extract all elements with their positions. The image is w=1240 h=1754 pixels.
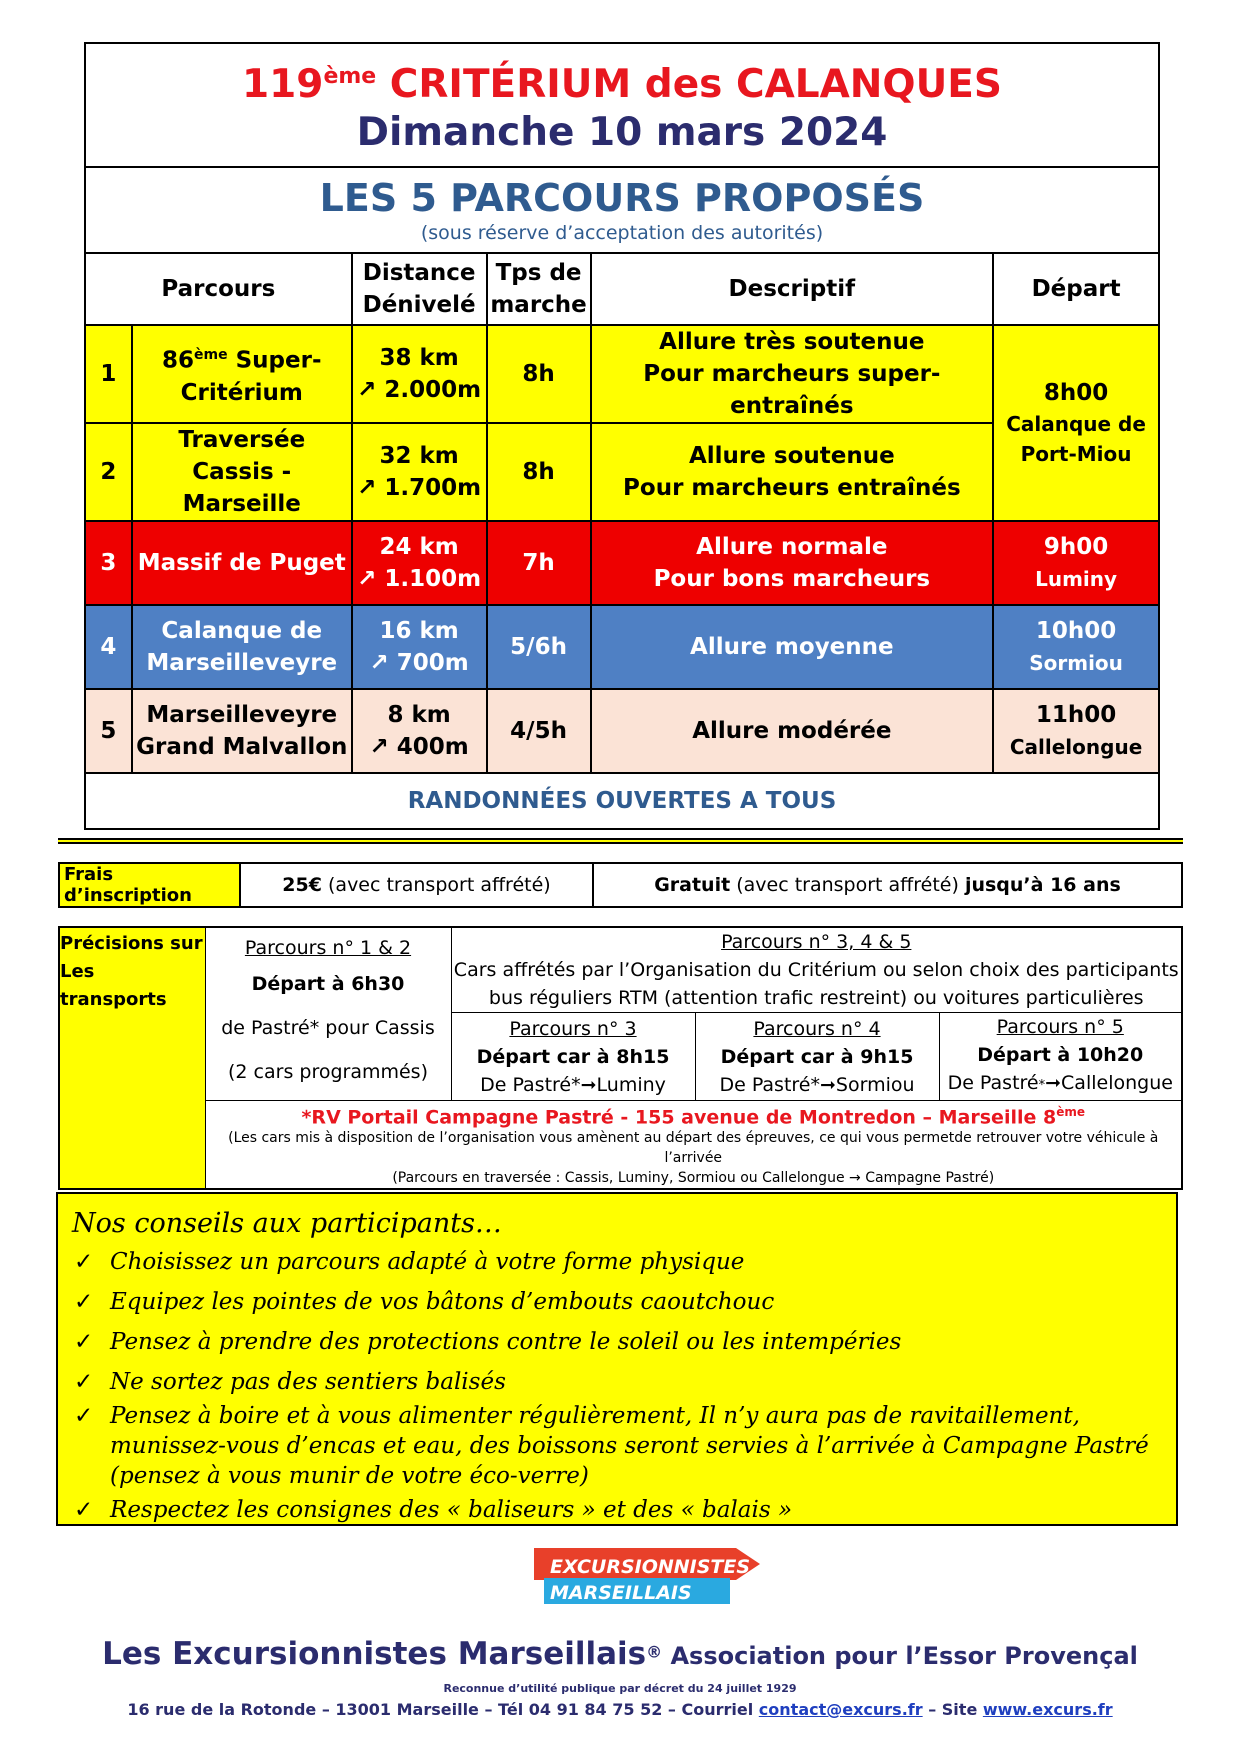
check-icon: ✓ <box>74 1249 94 1275</box>
route-depart: 9h00 Luminy <box>993 521 1159 605</box>
route-number: 4 <box>85 605 132 689</box>
club-logo <box>530 1546 770 1608</box>
org-name: Les Excursionnistes Marseillais® Association pour l’Essor Provençal <box>102 1636 1138 1672</box>
route-name: 86ème Super- Critérium <box>132 325 352 423</box>
check-icon: ✓ <box>74 1403 94 1429</box>
route-number: 1 <box>85 325 132 423</box>
route-time: 4/5h <box>487 689 591 773</box>
transport-p12: Parcours n° 1 & 2 Départ à 6h30 de Pastré* pour Cassis (2 cars programmés) <box>205 927 451 1101</box>
svg-text:MARSEILLAIS: MARSEILLAIS <box>550 1582 692 1604</box>
transport-table <box>58 926 1183 1190</box>
routes-note: (sous réserve d’acceptation des autorités) <box>420 222 824 244</box>
advice-list <box>72 1247 1162 1525</box>
route-distance: 8 km ↗ 400m <box>352 689 487 773</box>
transport-p345: Parcours n° 3, 4 & 5 Cars affrétés par l’Organisation du Critérium ou selon choix des participants bus réguliers RTM (attention trafic restreint) ou voitures particulières <box>451 927 1182 1013</box>
list-item: ✓ Respectez les consignes des « baliseurs » et des « balais » <box>74 1497 793 1523</box>
route-number: 3 <box>85 521 132 605</box>
website-link[interactable]: www.excurs.fr <box>982 1700 1113 1719</box>
route-name: Traversée Cassis - Marseille <box>132 423 352 521</box>
route-distance: 16 km ↗ 700m <box>352 605 487 689</box>
route-name: Calanque de Marseilleveyre <box>132 605 352 689</box>
route-name: Marseilleveyre Grand Malvallon <box>132 689 352 773</box>
route-depart: 10h00 Sormiou <box>993 605 1159 689</box>
event-date: Dimanche 10 mars 2024 <box>356 110 888 155</box>
route-distance: 24 km ↗ 1.100m <box>352 521 487 605</box>
fees-free: Gratuit (avec transport affrété) jusqu’à 16 ans <box>593 863 1182 907</box>
route-name: Massif de Puget <box>132 521 352 605</box>
col-header-depart: Départ <box>993 253 1159 325</box>
fees-label: Frais d’inscription <box>59 863 240 907</box>
table-row <box>85 689 1159 773</box>
transport-label: Précisions sur Les transports <box>59 927 205 1189</box>
route-time: 5/6h <box>487 605 591 689</box>
col-header-parcours: Parcours <box>85 253 352 325</box>
route-distance: 32 km ↗ 1.700m <box>352 423 487 521</box>
check-icon: ✓ <box>74 1289 94 1315</box>
event-title: 119ème CRITÉRIUM des CALANQUES <box>242 62 1002 107</box>
arrow-icon: ➞ <box>1045 1072 1062 1094</box>
route-depart: 8h00 Calanque de Port-Miou <box>993 325 1159 521</box>
list-item: ✓ Pensez à prendre des protections contre le soleil ou les intempéries <box>74 1329 902 1355</box>
advice-title: Nos conseils aux participants… <box>72 1208 502 1239</box>
org-address: 16 rue de la Rotonde – 13001 Marseille – Tél 04 91 84 75 52 – Courriel contact@excurs.fr – Site www.excurs.fr <box>127 1700 1113 1719</box>
col-header-desc: Descriptif <box>591 253 994 325</box>
route-number: 5 <box>85 689 132 773</box>
email-link[interactable]: contact@excurs.fr <box>758 1700 923 1719</box>
route-number: 2 <box>85 423 132 521</box>
arrow-icon: ➞ <box>580 1073 597 1096</box>
routes-title: LES 5 PARCOURS PROPOSÉS <box>319 176 925 220</box>
arrow-icon: ➞ <box>820 1073 836 1096</box>
transport-rv: *RV Portail Campagne Pastré - 155 avenue de Montredon – Marseille 8ème (Les cars mis à disposition de l’organisation vous amènent au départ des épreuves, ce qui vous permetde retrouver votre véhicule à l’arrivée (Parcours en traversée : Cassis, Luminy, Sormiou ou Callelongue → Campagne Pastré) <box>205 1101 1182 1190</box>
routes-table <box>84 42 1160 830</box>
route-desc: Allure moyenne <box>591 605 994 689</box>
check-icon: ✓ <box>74 1329 94 1355</box>
fees-adult: 25€ (avec transport affrété) <box>240 863 593 907</box>
event-header <box>85 43 1159 167</box>
list-item: ✓ Ne sortez pas des sentiers balisés <box>74 1369 506 1395</box>
table-row <box>85 605 1159 689</box>
route-time: 8h <box>487 423 591 521</box>
route-desc: Allure modérée <box>591 689 994 773</box>
route-time: 8h <box>487 325 591 423</box>
transport-p4: Parcours n° 4 Départ car à 9h15 De Pastré*➞Sormiou <box>695 1013 939 1101</box>
transport-p3: Parcours n° 3 Départ car à 8h15 De Pastré*➞Luminy <box>451 1013 695 1101</box>
route-distance: 38 km ↗ 2.000m <box>352 325 487 423</box>
route-time: 7h <box>487 521 591 605</box>
table-row <box>85 325 1159 423</box>
route-desc: Allure normale Pour bons marcheurs <box>591 521 994 605</box>
advice-box <box>56 1192 1178 1526</box>
check-icon: ✓ <box>74 1497 94 1523</box>
transport-p5: Parcours n° 5 Départ à 10h20 De Pastré*➞Callelongue <box>939 1013 1182 1101</box>
list-item: ✓ Equipez les pointes de vos bâtons d’embouts caoutchouc <box>74 1289 775 1315</box>
route-desc: Allure soutenue Pour marcheurs entraînés <box>591 423 994 521</box>
check-icon: ✓ <box>74 1369 94 1395</box>
svg-text:EXCURSIONNISTES: EXCURSIONNISTES <box>550 1556 751 1578</box>
col-header-time: Tps de marche <box>487 253 591 325</box>
route-depart: 11h00 Callelongue <box>993 689 1159 773</box>
routes-heading <box>85 167 1159 253</box>
col-header-distance: Distance Dénivelé <box>352 253 487 325</box>
list-item: ✓ Choisissez un parcours adapté à votre forme physique <box>74 1249 745 1275</box>
separator-line <box>58 838 1183 844</box>
list-item: ✓ Pensez à boire et à vous alimenter régulièrement, Il n’y aura pas de ravitaillement, munissez-vous d’encas et eau, des boissons seront servies à l’arrivée à Campagne Pastré (pensez à vous munir de votre éco-verre) <box>74 1403 1149 1489</box>
route-desc: Allure très soutenue Pour marcheurs super-entraînés <box>591 325 994 423</box>
table-row <box>85 521 1159 605</box>
org-recognition: Reconnue d’utilité publique par décret du 24 juillet 1929 <box>443 1682 797 1695</box>
fees-table <box>58 862 1183 908</box>
open-to-all: RANDONNÉES OUVERTES A TOUS <box>85 773 1159 829</box>
